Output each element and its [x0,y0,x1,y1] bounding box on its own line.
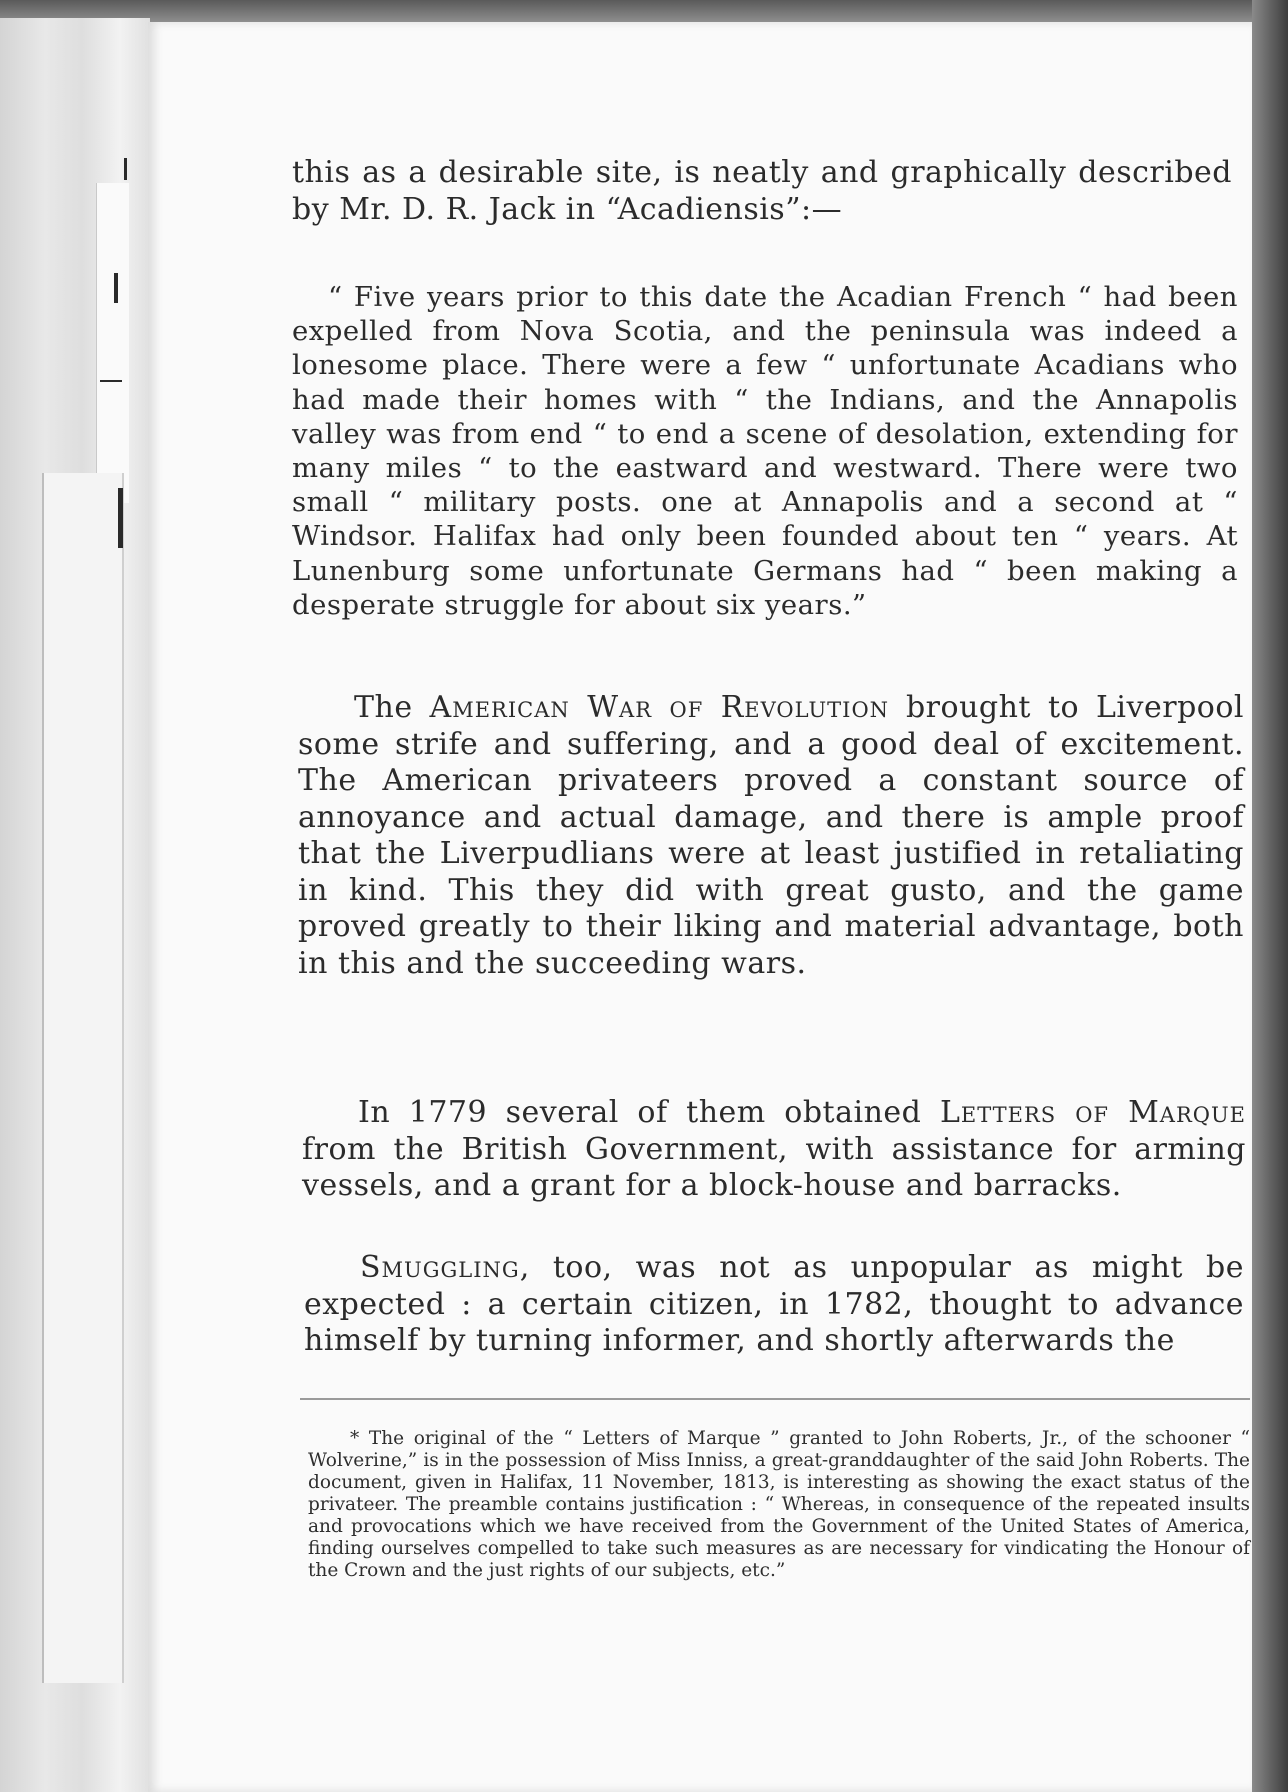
paragraph-letters-of-marque [302,1095,1246,1205]
gutter-mark [100,380,122,382]
gutter-paper-strip-lower [42,473,124,1683]
paragraph-1779-body: from the British Government, with assistance for arming vessels, and a grant for a block-house and barracks. [302,1131,1246,1203]
footnote-text: * The original of the “ Letters of Marque ” granted to John Roberts, Jr., of the schooner “ Wolverine,” is in the possession of Miss Inniss, a great-granddaughter of the said John Roberts. The document, given in Halifax, 11 November, 1813, is interesting as showing the exact status of the privateer. The preamble contains justification : “ Whereas, in consequence of the repeated insults and provocations which we have received from the Government of the United States of America, finding ourselves compelled to take such measures as are necessary for vindicating the Honour of the Crown and the just rights of our subjects, etc.” [308,1428,1250,1581]
page-right-edge [1252,0,1288,1792]
paragraph-1779-lead: In 1779 several of them obtained [358,1095,940,1130]
paragraph-war-lead: The [354,690,430,725]
paragraph-1779-text [302,1095,1246,1205]
quotation-block [292,280,1238,622]
paragraph-war-text [298,690,1244,982]
footnote-divider [300,1398,1250,1400]
paragraph-war-of-revolution [298,690,1244,982]
gutter-mark [124,158,127,180]
section-heading-smuggling: Smuggling [360,1250,520,1285]
paragraph-intro [292,155,1232,228]
section-heading-war: American War of Revolution [429,690,890,725]
section-heading-letters-of-marque: Letters of Marque [939,1095,1247,1130]
quotation-text: “ Five years prior to this date the Acadian French “ had been expelled from Nova Scotia, and the peninsula was indeed a lonesome place. There were a few “ unfortunate Acadians who had made their homes with “ the Indians, and the Annapolis valley was from end “ to end a scene of desolation, extending for many miles “ to the eastward and westward. There were two small “ military posts. one at Annapolis and a second at “ Windsor. Halifax had only been founded about ten “ years. At Lunenburg some unfortunate Germans had “ been making a desperate struggle for about six years.” [292,281,1238,621]
paragraph-smuggling-text [304,1250,1244,1360]
paragraph-intro-text: this as a desirable site, is neatly and graphically described by Mr. D. R. Jack in “Acadiensis”:— [292,155,1232,227]
paragraph-smuggling-body: , too, was not as unpopular as might be expected : a certain citizen, in 1782, thought to advance himself by turning informer, and shortly afterwards the [304,1250,1244,1358]
book-gutter [0,18,150,1792]
gutter-mark [114,273,118,303]
paragraph-smuggling [304,1250,1244,1360]
scanner-top-edge [0,0,1288,22]
paragraph-war-body: brought to Liverpool some strife and suffering, and a good deal of excitement. The American privateers proved a constant source of annoyance and actual damage, and there is ample proof that the Liverpudlians were at least justified in retaliating in kind. This they did with great gusto, and the game proved greatly to their liking and material advantage, both in this and the succeeding wars. [298,690,1244,981]
gutter-mark [118,488,123,548]
gutter-paper-strip [96,183,129,503]
